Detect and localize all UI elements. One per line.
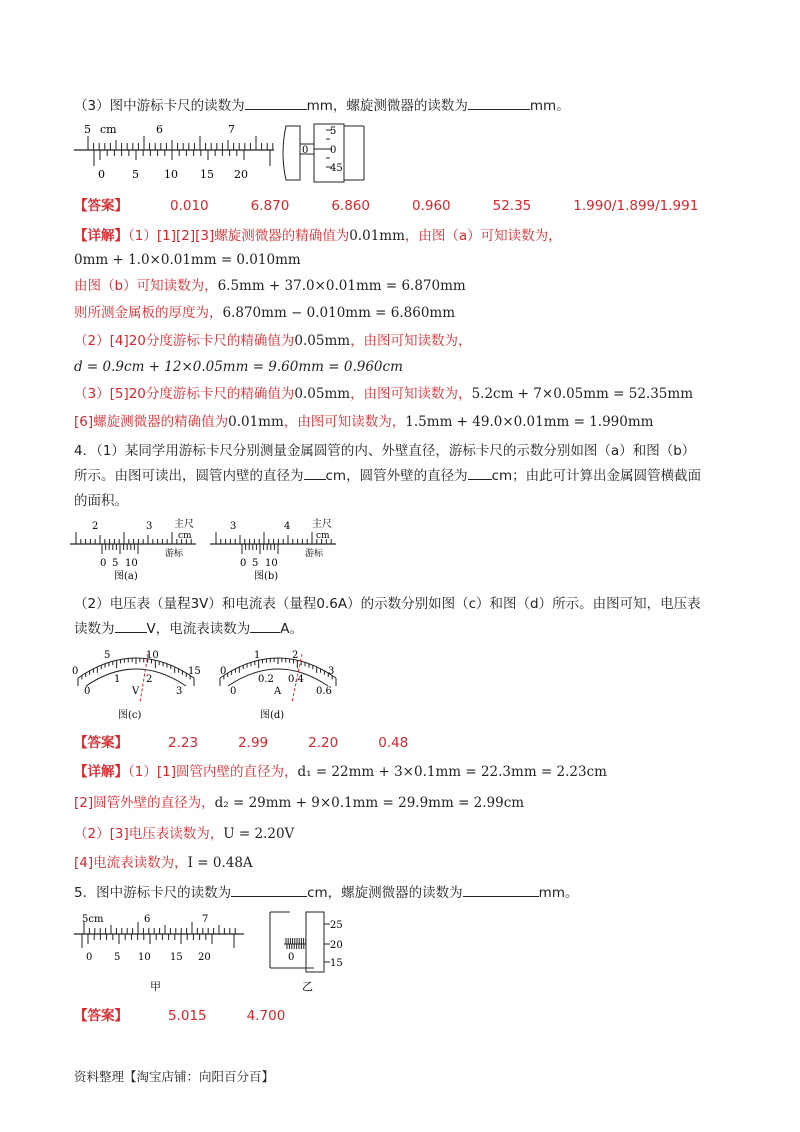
q4-question: 的面积。 xyxy=(74,493,128,509)
fig-c-label: 10 xyxy=(146,650,159,661)
fig-a-label: 主尺 xyxy=(174,519,194,530)
vernier-label: 20 xyxy=(198,952,211,963)
figure-vernier-micrometer xyxy=(74,120,374,184)
answer-blank xyxy=(304,466,326,480)
answer-value: 0.48 xyxy=(378,735,409,751)
fig-a-label: cm xyxy=(178,531,192,541)
fig-c-unit: V xyxy=(132,686,140,697)
fig-d-label: 0 xyxy=(220,666,227,677)
fig-d-label: 0 xyxy=(230,686,237,697)
vernier-label: 5 xyxy=(114,952,121,963)
answer-value: 0.010 xyxy=(170,198,209,214)
vernier-label: 20 xyxy=(234,168,248,181)
answer-value: 6.860 xyxy=(331,198,370,214)
answer-blank xyxy=(231,883,307,897)
micro-label: 5 xyxy=(330,126,337,137)
micro-label: 25 xyxy=(330,920,343,931)
fig-d-label: 1 xyxy=(254,650,261,661)
q3-answer-row: 【答案】 0.010 6.870 6.860 0.960 52.35 1.990/1.899/1.991 xyxy=(74,198,699,214)
fig-b-label: cm xyxy=(316,531,330,541)
vernier-label: 15 xyxy=(170,952,183,963)
main-label: 5cm xyxy=(82,914,104,925)
fig-d-caption: 图(d) xyxy=(260,710,285,721)
vernier-label: 10 xyxy=(138,952,151,963)
fig-a-caption: 图(a) xyxy=(114,571,138,582)
vernier-label: 15 xyxy=(200,168,214,181)
fig-b-label: 3 xyxy=(230,521,237,532)
q4-question: 所示。由图可读出，圆管内壁的直径为 cm，圆管外壁的直径为 cm；由此可计算出金属圆管横截面 xyxy=(74,468,702,484)
meter-arc xyxy=(228,669,328,686)
micro-label: 45 xyxy=(330,163,343,174)
fig-d-label: 2 xyxy=(292,650,299,661)
answer-value: 5.015 xyxy=(168,1008,207,1024)
detail-line: 【详解】（1）[1]圆管内壁的直径为，d₁ = 22mm + 3×0.1mm = 22.3mm = 2.23cm xyxy=(74,764,607,780)
q5-vernier-scale xyxy=(74,922,244,948)
figure-meters xyxy=(70,644,350,722)
answer-value: 2.23 xyxy=(168,735,199,751)
micro-label: 0 xyxy=(330,145,337,156)
fig-c-label: 0 xyxy=(72,666,79,677)
micrometer-drawing xyxy=(270,912,330,972)
answer-blank xyxy=(250,619,280,633)
fig-c-label: 15 xyxy=(188,666,201,677)
fig-c-label: 5 xyxy=(104,650,111,661)
figure-ab xyxy=(70,516,370,584)
q3-question: （3）图中游标卡尺的读数为 mm，螺旋测微器的读数为 mm。 xyxy=(74,98,570,114)
detail-line: （2）[4]20分度游标卡尺的精确值为0.05mm，由图可知读数为， xyxy=(74,333,472,349)
caption: 乙 xyxy=(302,980,313,992)
fig-a-label: 10 xyxy=(125,558,138,569)
detail-line: [4]电流表读数为，I = 0.48A xyxy=(74,855,253,871)
q4-question: （2）电压表（量程3V）和电流表（量程0.6A）的示数分别如图（c）和图（d）所示。由图可知，电压表 xyxy=(74,596,701,612)
answer-blank xyxy=(463,883,539,897)
fig-d-label: 0.4 xyxy=(288,674,304,685)
fig-d-unit: A xyxy=(274,686,282,697)
fig-c-label: 1 xyxy=(114,674,121,685)
fig-a-label: 2 xyxy=(92,521,99,532)
micro-zero: 0 xyxy=(288,952,295,963)
q5-question: 5．图中游标卡尺的读数为 cm，螺旋测微器的读数为 mm。 xyxy=(74,885,579,901)
answer-value: 0.960 xyxy=(411,198,451,214)
fig-a-label: 游标 xyxy=(165,549,184,559)
answer-value: 1.990/1.899/1.991 xyxy=(573,198,699,214)
q5-answer-row: 【答案】 5.015 4.700 xyxy=(74,1008,286,1024)
fig-d-label: 3 xyxy=(328,666,335,677)
detail-line: [6]螺旋测微器的精确值为0.01mm，由图可知读数为，1.5mm + 49.0×0.01mm = 1.990mm xyxy=(74,414,654,430)
q4-answer-row: 【答案】 2.23 2.99 2.20 0.48 xyxy=(74,735,409,751)
answer-value: 4.700 xyxy=(246,1008,286,1024)
detail-line: 【详解】（1）[1][2][3]螺旋测微器的精确值为0.01mm，由图（a）可知读数为， xyxy=(74,228,562,244)
detail-line: （2）[3]电压表读数为，U = 2.20V xyxy=(74,826,295,842)
fig-a-label: 3 xyxy=(146,521,153,532)
vernier-label: 5 xyxy=(132,168,139,181)
vernier-label: 10 xyxy=(164,168,178,181)
micro-label: 20 xyxy=(330,940,343,951)
detail-formula: d = 0.9cm + 12×0.05mm = 9.60mm = 0.960cm xyxy=(74,359,403,375)
answer-blank xyxy=(115,619,147,633)
fig-c-label: 0 xyxy=(84,686,91,697)
main-label: 6 xyxy=(144,914,151,925)
vernier-label: 0 xyxy=(86,952,93,963)
answer-blank xyxy=(245,96,307,110)
caption: 甲 xyxy=(150,980,161,992)
micro-label: 15 xyxy=(330,958,343,969)
fig-b-label: 5 xyxy=(252,558,259,569)
answer-value: 52.35 xyxy=(492,198,532,214)
fig-b-label: 游标 xyxy=(305,549,324,559)
answer-value: 2.20 xyxy=(308,735,339,751)
micrometer-drawing xyxy=(283,124,364,182)
answer-value: 2.99 xyxy=(238,735,269,751)
fig-a-label: 0 xyxy=(100,558,107,569)
detail-line: （3）[5]20分度游标卡尺的精确值为0.05mm，由图可知读数为，5.2cm + 7×0.05mm = 52.35mm xyxy=(74,386,693,402)
main-label: 7 xyxy=(202,914,209,925)
footer-text: 资料整理【淘宝店铺：向阳百分百】 xyxy=(74,1069,275,1084)
q4-question: 读数为 V，电流表读数为 A。 xyxy=(74,621,303,637)
answer-value: 6.870 xyxy=(250,198,290,214)
main-label: 6 xyxy=(156,123,163,136)
detail-line: 则所测金属板的厚度为，6.870mm − 0.010mm = 6.860mm xyxy=(74,305,456,321)
fig-c-caption: 图(c) xyxy=(118,710,142,721)
detail-formula: 0mm + 1.0×0.01mm = 0.010mm xyxy=(74,252,301,268)
vernier-main-scale xyxy=(74,136,274,166)
fig-b-caption: 图(b) xyxy=(254,571,279,582)
meter-arc xyxy=(86,669,186,686)
fig-b-label: 4 xyxy=(284,521,291,532)
answer-blank xyxy=(468,96,530,110)
main-label: 5 xyxy=(84,123,91,136)
fig-d-label: 0.6 xyxy=(316,686,332,697)
answer-blank xyxy=(468,466,492,480)
fig-a-label: 5 xyxy=(112,558,119,569)
detail-line: [2]圆管外壁的直径为，d₂ = 29mm + 9×0.1mm = 29.9mm = 2.99cm xyxy=(74,795,525,811)
micro-zero: 0 xyxy=(302,145,309,156)
fig-c-label: 3 xyxy=(176,686,183,697)
main-label: 7 xyxy=(228,123,235,136)
calipers-ab-ticks xyxy=(70,532,336,554)
figure-q5 xyxy=(74,908,364,992)
fig-b-label: 0 xyxy=(240,558,247,569)
fig-d-label: 0.2 xyxy=(258,674,274,685)
q4-question: 4．（1）某同学用游标卡尺分别测量金属圆管的内、外壁直径，游标卡尺的示数分别如图（a）和图（b） xyxy=(74,443,696,459)
vernier-label: 0 xyxy=(98,168,105,181)
fig-b-label: 10 xyxy=(265,558,278,569)
fig-c-label: 2 xyxy=(146,674,153,685)
detail-line: 由图（b）可知读数为，6.5mm + 37.0×0.01mm = 6.870mm xyxy=(74,278,466,294)
fig-b-label: 主尺 xyxy=(312,519,332,530)
main-label-unit: cm xyxy=(100,123,117,136)
